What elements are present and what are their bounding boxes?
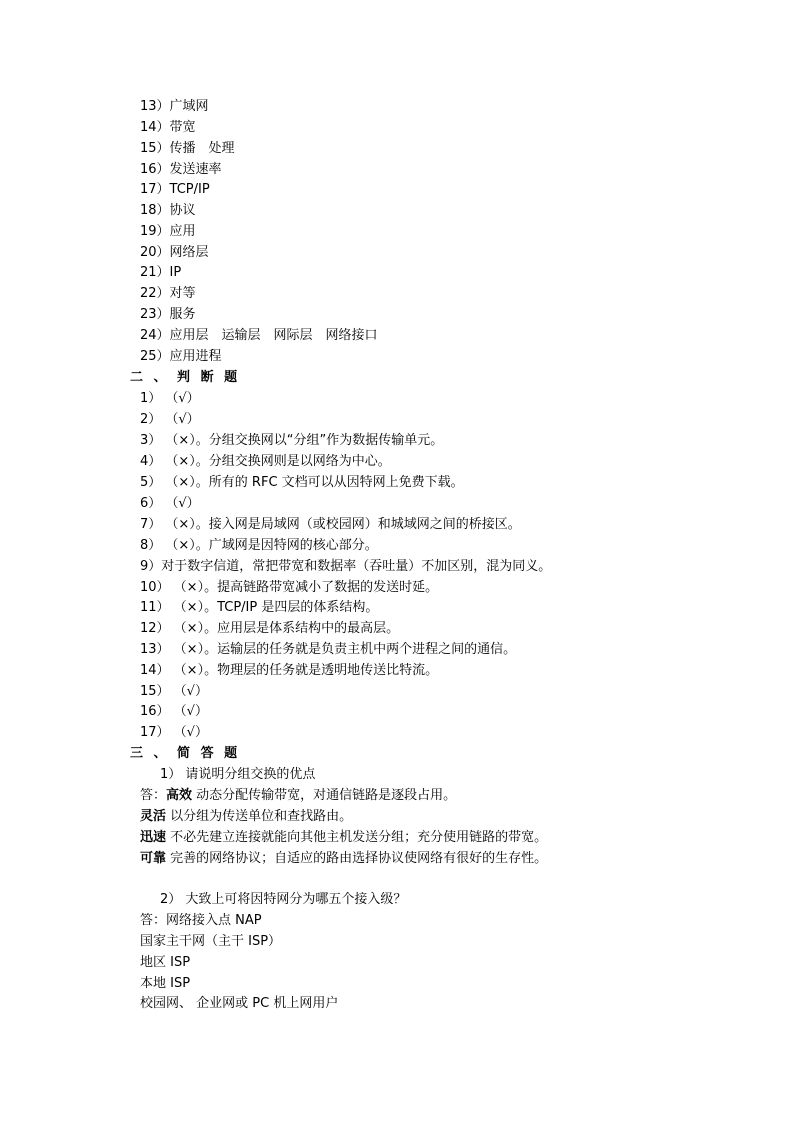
tf-item-1: 1） （√） <box>140 391 200 406</box>
tf-item-16: 16） （√） <box>140 704 208 719</box>
tf-item-4: 4） （×）。分组交换网则是以网络为中心。 <box>140 454 391 469</box>
tf-item-2: 2） （√） <box>140 412 200 427</box>
tf-item-12: 12） （×）。应用层是体系结构中的最高层。 <box>140 621 400 636</box>
q2-answer-line-2: 国家主干网（主干 ISP） <box>140 934 282 949</box>
q2-answer-line-3: 地区 ISP <box>140 955 191 970</box>
q2-answer-line-1: 答：网络接入点 NAP <box>140 913 262 928</box>
tf-item-8: 8） （×）。广域网是因特网的核心部分。 <box>140 538 378 553</box>
fill-answer-14: 14）带宽 <box>140 120 196 135</box>
q1-answer-line-1 <box>140 788 456 804</box>
fill-answer-19: 19）应用 <box>140 224 196 239</box>
fill-answer-18: 18）协议 <box>140 203 196 218</box>
fill-answer-22: 22）对等 <box>140 286 196 301</box>
fill-answer-15: 15）传播 处理 <box>140 141 235 156</box>
tf-item-5: 5） （×）。所有的 RFC 文档可以从因特网上免费下载。 <box>140 475 464 490</box>
q1-answer-line-4 <box>140 851 547 867</box>
section-heading-true-false: 二 、 判 断 题 <box>130 370 241 385</box>
point-term: 灵活 <box>140 809 167 824</box>
fill-answer-20: 20）网络层 <box>140 245 209 260</box>
fill-answer-13: 13）广域网 <box>140 99 209 114</box>
tf-item-11: 11） （×）。TCP/IP 是四层的体系结构。 <box>140 600 379 615</box>
fill-answer-16: 16）发送速率 <box>140 162 222 177</box>
point-text: 不必先建立连接就能向其他主机发送分组；充分使用链路的带宽。 <box>166 830 548 845</box>
fill-answer-24: 24）应用层 运输层 网际层 网络接口 <box>140 328 378 343</box>
fill-answer-23: 23）服务 <box>140 307 196 322</box>
fill-answer-17: 17）TCP/IP <box>140 182 210 197</box>
tf-item-13: 13） （×）。运输层的任务就是负责主机中两个进程之间的通信。 <box>140 642 517 657</box>
point-term: 高效 <box>166 788 193 803</box>
tf-item-10: 10） （×）。提高链路带宽减小了数据的发送时延。 <box>140 580 439 595</box>
q2-answer-line-5: 校园网、 企业网或 PC 机上网用户 <box>140 996 339 1011</box>
q1-answer-line-2 <box>140 809 352 825</box>
tf-item-9: 9）对于数字信道，常把带宽和数据率（吞吐量）不加区别，混为同义。 <box>140 559 552 574</box>
question-1: 1） 请说明分组交换的优点 <box>160 767 316 782</box>
q2-answer-line-4: 本地 ISP <box>140 976 191 991</box>
point-text: 完善的网络协议；自适应的路由选择协议使网络有很好的生存性。 <box>166 851 548 866</box>
q1-answer-line-3 <box>140 830 547 846</box>
point-text: 动态分配传输带宽，对通信链路是逐段占用。 <box>192 788 457 803</box>
tf-item-3: 3） （×）。分组交换网以“分组”作为数据传输单元。 <box>140 433 444 448</box>
tf-item-17: 17） （√） <box>140 725 208 740</box>
tf-item-15: 15） （√） <box>140 684 208 699</box>
tf-item-6: 6） （√） <box>140 496 200 511</box>
answer-prefix: 答： <box>140 788 167 803</box>
tf-item-14: 14） （×）。物理层的任务就是透明地传送比特流。 <box>140 663 439 678</box>
tf-item-7: 7） （×）。接入网是局域网（或校园网）和城域网之间的桥接区。 <box>140 517 521 532</box>
fill-answer-25: 25）应用进程 <box>140 349 222 364</box>
question-2: 2） 大致上可将因特网分为哪五个接入级？ <box>160 892 407 907</box>
point-term: 迅速 <box>140 830 167 845</box>
section-heading-short-answer: 三 、 简 答 题 <box>130 746 241 761</box>
fill-answer-21: 21）IP <box>140 265 182 280</box>
point-text: 以分组为传送单位和查找路由。 <box>166 809 353 824</box>
point-term: 可靠 <box>140 851 167 866</box>
